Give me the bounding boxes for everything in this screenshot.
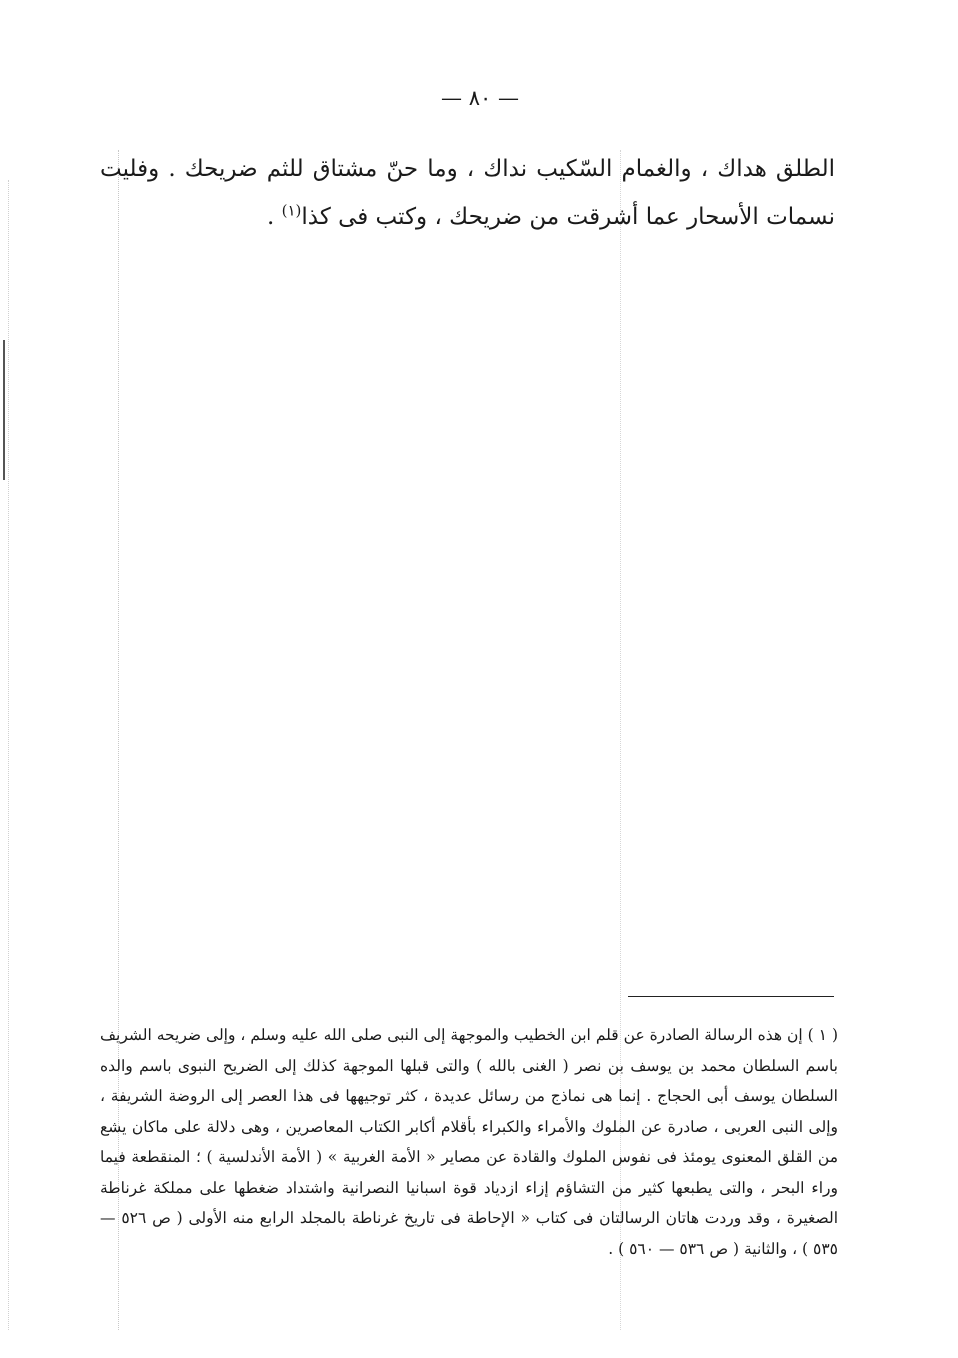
body-paragraph-end: . — [266, 204, 282, 230]
footnote — [100, 1020, 838, 1264]
body-paragraph-text: الطلق هداك ، والغمام السّكيب نداك ، وما حنّ مشتاق للثم ضريحك . وفليت نسمات الأسحار عما أشرقت من ضريحك ، وكتب فى كذا — [100, 156, 835, 230]
footnote-separator — [628, 996, 834, 997]
body-text — [100, 145, 835, 241]
margin-mark — [3, 340, 5, 480]
footnote-text: ( ١ ) إن هذه الرسالة الصادرة عن قلم ابن الخطيب والموجهة إلى النبى صلى الله عليه وسلم ، وإلى ضريحه الشريف باسم السلطان محمد بن يوسف بن نصر ( الغنى بالله ) والتى قبلها الموجهة كذلك إلى الضريح النبوى باسم والده السلطان يوسف أبى الحجاج . إنما هى نماذج من رسائل عديدة ، كثر توجيهها فى هذا العصر إلى الروضة الشريفة ، وإلى النبى العربى ، صادرة عن الملوك والأمراء والكبراء بأقلام أكابر الكتاب المعاصرين ، وهى دلالة على ماكان يشع من القلق المعنوى يومئذ فى نفوس الملوك والقادة عن مصاير « الأمة الغربية » ( الأمة الأندلسية ) ؛ المنقطعة فيما وراء البحر ، والتى يطبعها كثير من التشاؤم إزاء ازدياد قوة اسبانيا النصرانية واشتداد ضغطها على مملكة غرناطة الصغيرة ، وقد وردت هاتان الرسالتان فى كتاب « الإحاطة فى تاريخ غرناطة بالمجلد الرابع منه الأولى ( ص ٥٢٦ — ٥٣٥ ) ، والثانية ( ص ٥٣٦ — ٥٦٠ ) . — [100, 1026, 838, 1258]
body-paragraph — [100, 145, 835, 241]
scan-guide-line — [8, 180, 9, 1330]
footnote-reference[interactable]: (١) — [281, 201, 302, 220]
page-number: — ٨٠ — — [441, 86, 519, 110]
